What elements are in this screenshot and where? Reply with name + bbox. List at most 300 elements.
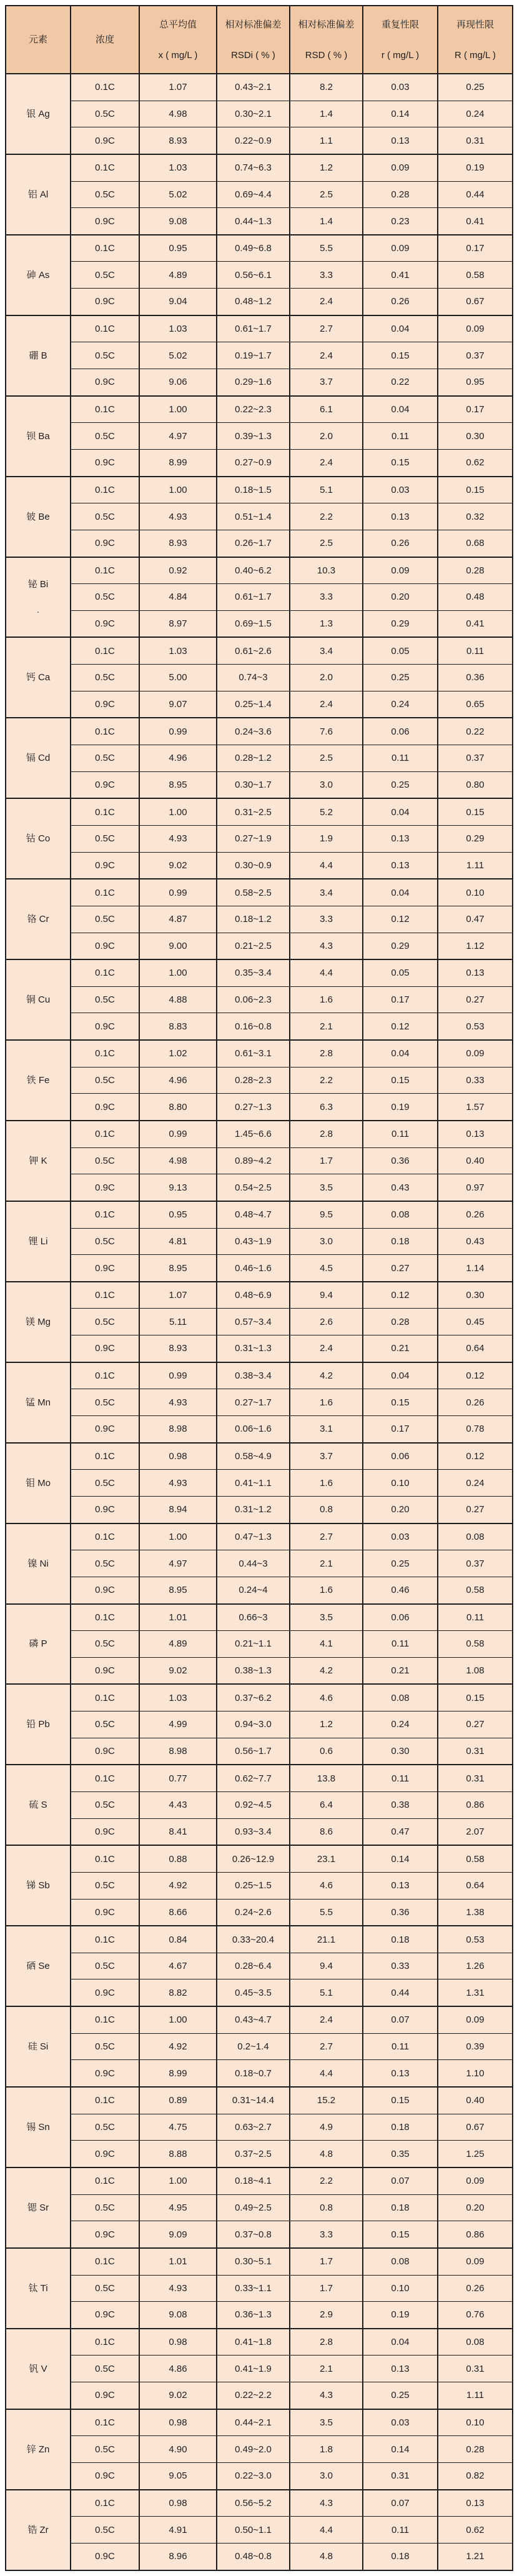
mean-value-cell: 0.99 [139, 879, 217, 906]
concentration-cell: 0.5C [71, 342, 139, 369]
repeatability-limit-cell: 0.18 [363, 1228, 438, 1255]
mean-value-cell: 0.89 [139, 2087, 217, 2114]
repeatability-limit-cell: 0.05 [363, 959, 438, 986]
concentration-cell: 0.9C [71, 2543, 139, 2570]
reproducibility-limit-cell: 0.41 [438, 610, 513, 637]
repeatability-limit-cell: 0.08 [363, 2248, 438, 2275]
concentration-cell: 0.1C [71, 959, 139, 986]
concentration-cell: 0.1C [71, 2409, 139, 2436]
element-label: 镉 Cd [26, 753, 51, 764]
table-row [6, 691, 513, 718]
reproducibility-limit-cell: 0.80 [438, 771, 513, 798]
mean-value-cell: 1.02 [139, 1040, 217, 1067]
table-row [6, 342, 513, 369]
rsdi-range-cell: 0.24~3.6 [217, 718, 290, 745]
rsdi-range-cell: 0.61~2.6 [217, 637, 290, 664]
rsdi-range-cell: 0.39~1.3 [217, 423, 290, 450]
table-row [6, 2060, 513, 2087]
concentration-cell: 0.9C [71, 933, 139, 959]
element-cell [6, 2006, 71, 2087]
table-row [6, 1228, 513, 1255]
reproducibility-limit-cell: 0.19 [438, 154, 513, 181]
concentration-cell: 0.1C [71, 718, 139, 745]
element-label: 钒 V [29, 2363, 47, 2374]
element-label: 硼 B [29, 350, 47, 361]
rsdi-range-cell: 0.21~1.1 [217, 1631, 290, 1658]
concentration-cell: 0.5C [71, 101, 139, 127]
rsdi-range-cell: 0.44~1.3 [217, 208, 290, 235]
concentration-cell: 0.5C [71, 2356, 139, 2382]
repeatability-limit-cell: 0.06 [363, 1604, 438, 1631]
table-row [6, 2221, 513, 2248]
repeatability-limit-cell: 0.09 [363, 557, 438, 584]
rsd-cell: 3.5 [290, 1604, 363, 1631]
element-cell [6, 1523, 71, 1604]
rsd-cell: 3.4 [290, 879, 363, 906]
table-row [6, 2436, 513, 2463]
table-row [6, 1416, 513, 1443]
table-row [6, 1979, 513, 2006]
repeatability-limit-cell: 0.18 [363, 2194, 438, 2221]
mean-value-cell: 4.93 [139, 503, 217, 530]
table-row [6, 1496, 513, 1523]
rsdi-range-cell: 0.21~2.5 [217, 933, 290, 959]
mean-value-cell: 1.03 [139, 154, 217, 181]
reproducibility-limit-cell: 0.32 [438, 503, 513, 530]
mean-value-cell: 8.95 [139, 1255, 217, 1282]
reproducibility-limit-cell: 0.37 [438, 342, 513, 369]
mean-value-cell: 4.99 [139, 1712, 217, 1738]
element-label: 锌 Zn [26, 2444, 50, 2455]
mean-value-cell: 9.04 [139, 289, 217, 315]
concentration-cell: 0.9C [71, 1416, 139, 1443]
mean-value-cell: 8.83 [139, 1013, 217, 1040]
mean-value-cell: 4.98 [139, 101, 217, 127]
rsd-cell: 4.3 [290, 2382, 363, 2409]
repeatability-limit-cell: 0.11 [363, 423, 438, 450]
repeatability-limit-cell: 0.05 [363, 637, 438, 664]
table-body [6, 74, 513, 2570]
header-rsdi-col [217, 6, 290, 74]
element-label: 锡 Sn [26, 2122, 50, 2133]
concentration-cell: 0.5C [71, 1147, 139, 1174]
rsd-cell: 2.2 [290, 503, 363, 530]
repeatability-limit-cell: 0.25 [363, 665, 438, 691]
rsd-cell: 4.2 [290, 1657, 363, 1684]
rsd-cell: 4.4 [290, 959, 363, 986]
mean-value-cell: 8.99 [139, 449, 217, 476]
concentration-cell: 0.1C [71, 2329, 139, 2356]
rsdi-range-cell: 0.40~6.2 [217, 557, 290, 584]
rsdi-range-cell: 0.61~1.7 [217, 584, 290, 611]
concentration-cell: 0.5C [71, 986, 139, 1013]
table-row [6, 2409, 513, 2436]
table-row [6, 1362, 513, 1389]
rsdi-range-cell: 0.24~4 [217, 1577, 290, 1603]
table-row [6, 1201, 513, 1228]
rsd-cell: 1.4 [290, 208, 363, 235]
repeatability-limit-cell: 0.10 [363, 1470, 438, 1497]
concentration-cell: 0.1C [71, 315, 139, 342]
repeatability-limit-cell: 0.03 [363, 1523, 438, 1550]
rsdi-range-cell: 0.45~3.5 [217, 1979, 290, 2006]
rsd-cell: 1.7 [290, 1147, 363, 1174]
rsdi-range-cell: 0.44~3 [217, 1550, 290, 1577]
repeatability-limit-cell: 0.15 [363, 1067, 438, 1094]
concentration-cell: 0.5C [71, 1712, 139, 1738]
element-label: 钴 Co [26, 833, 51, 845]
rsd-cell: 2.9 [290, 2302, 363, 2329]
repeatability-limit-cell: 0.08 [363, 1201, 438, 1228]
concentration-cell: 0.9C [71, 369, 139, 396]
rsd-cell: 2.4 [290, 691, 363, 718]
table-row [6, 2167, 513, 2194]
repeatability-limit-cell: 0.03 [363, 2409, 438, 2436]
rsdi-range-cell: 0.89~4.2 [217, 1147, 290, 1174]
repeatability-limit-cell: 0.14 [363, 2436, 438, 2463]
rsdi-range-cell: 1.45~6.6 [217, 1121, 290, 1147]
concentration-cell: 0.9C [71, 2141, 139, 2167]
rsd-cell: 2.2 [290, 1067, 363, 1094]
table-row [6, 1013, 513, 1040]
concentration-cell: 0.5C [71, 1953, 139, 1979]
element-cell [6, 2167, 71, 2248]
mean-value-cell: 0.84 [139, 1926, 217, 1953]
rsd-cell: 6.3 [290, 1094, 363, 1121]
mean-value-cell: 1.03 [139, 637, 217, 664]
table-row [6, 235, 513, 262]
rsd-cell: 4.3 [290, 2490, 363, 2517]
table-row [6, 959, 513, 986]
mean-value-cell: 0.98 [139, 1443, 217, 1470]
rsdi-range-cell: 0.38~1.3 [217, 1657, 290, 1684]
rsdi-range-cell: 0.41~1.8 [217, 2329, 290, 2356]
element-label: 钙 Ca [26, 672, 51, 683]
concentration-cell: 0.1C [71, 2490, 139, 2517]
mean-value-cell: 8.98 [139, 1416, 217, 1443]
element-cell [6, 2409, 71, 2490]
element-label: 钾 K [29, 1155, 47, 1166]
rsd-cell: 15.2 [290, 2087, 363, 2114]
repeatability-limit-cell: 0.11 [363, 1765, 438, 1791]
reproducibility-limit-cell: 0.17 [438, 235, 513, 262]
mean-value-cell: 0.98 [139, 2490, 217, 2517]
rsd-cell: 3.3 [290, 262, 363, 289]
rsd-cell: 6.4 [290, 1792, 363, 1819]
reproducibility-limit-cell: 0.30 [438, 1282, 513, 1309]
table-row [6, 2087, 513, 2114]
table-row [6, 449, 513, 476]
concentration-cell: 0.1C [71, 235, 139, 262]
repeatability-limit-cell: 0.20 [363, 1496, 438, 1523]
concentration-cell: 0.1C [71, 1523, 139, 1550]
mean-value-cell: 1.07 [139, 74, 217, 101]
element-note: . [37, 605, 39, 615]
mean-value-cell: 4.89 [139, 262, 217, 289]
mean-value-cell: 8.88 [139, 2141, 217, 2167]
concentration-cell: 0.1C [71, 74, 139, 101]
element-cell [6, 798, 71, 879]
element-label: 磷 P [29, 1638, 47, 1650]
rsdi-range-cell: 0.63~2.7 [217, 2114, 290, 2141]
rsdi-range-cell: 0.25~1.5 [217, 1872, 290, 1899]
concentration-cell: 0.5C [71, 1872, 139, 1899]
element-cell [6, 959, 71, 1040]
reproducibility-limit-cell: 0.62 [438, 449, 513, 476]
rsdi-range-cell: 0.56~5.2 [217, 2490, 290, 2517]
reproducibility-limit-cell: 0.65 [438, 691, 513, 718]
mean-value-cell: 4.92 [139, 1872, 217, 1899]
mean-value-cell: 4.93 [139, 1470, 217, 1497]
element-label: 镁 Mg [25, 1316, 51, 1327]
reproducibility-limit-cell: 1.21 [438, 2543, 513, 2570]
concentration-cell: 0.1C [71, 1201, 139, 1228]
repeatability-limit-cell: 0.21 [363, 1657, 438, 1684]
table-row [6, 1684, 513, 1711]
concentration-cell: 0.1C [71, 798, 139, 825]
mean-value-cell: 4.84 [139, 584, 217, 611]
element-cell [6, 1684, 71, 1765]
repeatability-limit-cell: 0.15 [363, 342, 438, 369]
table-row [6, 1792, 513, 1819]
mean-value-cell: 5.02 [139, 342, 217, 369]
mean-value-cell: 0.99 [139, 1121, 217, 1147]
rsdi-range-cell: 0.27~0.9 [217, 449, 290, 476]
reproducibility-limit-cell: 0.58 [438, 1845, 513, 1872]
table-row [6, 665, 513, 691]
reproducibility-limit-cell: 0.43 [438, 1228, 513, 1255]
concentration-cell: 0.1C [71, 1684, 139, 1711]
element-cell [6, 2087, 71, 2167]
rsdi-range-cell: 0.69~4.4 [217, 181, 290, 208]
repeatability-limit-cell: 0.30 [363, 1738, 438, 1765]
mean-value-cell: 1.07 [139, 1282, 217, 1309]
repeatability-limit-cell: 0.04 [363, 798, 438, 825]
rsdi-range-cell: 0.47~1.3 [217, 1523, 290, 1550]
rsd-cell: 4.9 [290, 2114, 363, 2141]
rsdi-range-cell: 0.28~6.4 [217, 1953, 290, 1979]
table-row [6, 2543, 513, 2570]
table-row [6, 1550, 513, 1577]
rsdi-range-cell: 0.22~3.0 [217, 2463, 290, 2490]
table-row [6, 1818, 513, 1845]
rsd-cell: 2.1 [290, 1550, 363, 1577]
rsd-cell: 4.4 [290, 2517, 363, 2544]
rsd-cell: 1.8 [290, 2436, 363, 2463]
concentration-cell: 0.9C [71, 1979, 139, 2006]
rsd-cell: 2.6 [290, 1309, 363, 1335]
concentration-cell: 0.5C [71, 2517, 139, 2544]
rsd-cell: 1.3 [290, 610, 363, 637]
reproducibility-limit-cell: 0.78 [438, 1416, 513, 1443]
rsdi-range-cell: 0.31~1.3 [217, 1335, 290, 1362]
concentration-cell: 0.5C [71, 1309, 139, 1335]
reproducibility-limit-cell: 1.12 [438, 933, 513, 959]
repeatability-limit-cell: 0.24 [363, 691, 438, 718]
reproducibility-limit-cell: 0.27 [438, 1712, 513, 1738]
reproducibility-limit-cell: 0.20 [438, 2194, 513, 2221]
concentration-cell: 0.9C [71, 691, 139, 718]
concentration-cell: 0.5C [71, 2194, 139, 2221]
element-label: 银 Ag [26, 108, 50, 119]
concentration-cell: 0.9C [71, 2382, 139, 2409]
rsdi-range-cell: 0.48~6.9 [217, 1282, 290, 1309]
mean-value-cell: 4.88 [139, 986, 217, 1013]
rsd-cell: 2.8 [290, 1121, 363, 1147]
mean-value-cell: 4.93 [139, 2275, 217, 2302]
rsdi-range-cell: 0.41~1.9 [217, 2356, 290, 2382]
concentration-cell: 0.5C [71, 2436, 139, 2463]
rsd-cell: 1.6 [290, 1389, 363, 1416]
rsdi-range-cell: 0.18~1.5 [217, 477, 290, 503]
mean-value-cell: 1.00 [139, 396, 217, 423]
reproducibility-limit-cell: 0.40 [438, 1147, 513, 1174]
concentration-cell: 0.9C [71, 2221, 139, 2248]
repeatability-limit-cell: 0.13 [363, 852, 438, 879]
table-row [6, 2329, 513, 2356]
repeatability-limit-cell: 0.23 [363, 208, 438, 235]
rsd-cell: 1.6 [290, 986, 363, 1013]
rsdi-range-cell: 0.43~4.7 [217, 2006, 290, 2033]
repeatability-limit-cell: 0.07 [363, 2006, 438, 2033]
header-rsd-line2: RSD ( % ) [305, 49, 348, 61]
repeatability-limit-cell: 0.21 [363, 1335, 438, 1362]
rsdi-range-cell: 0.28~1.2 [217, 745, 290, 772]
concentration-cell: 0.5C [71, 503, 139, 530]
rsd-cell: 2.5 [290, 530, 363, 557]
table-row [6, 1712, 513, 1738]
repeatability-limit-cell: 0.03 [363, 477, 438, 503]
reproducibility-limit-cell: 0.26 [438, 1201, 513, 1228]
repeatability-limit-cell: 0.07 [363, 2490, 438, 2517]
rsd-cell: 21.1 [290, 1926, 363, 1953]
element-cell [6, 1926, 71, 2006]
table-row [6, 208, 513, 235]
element-cell [6, 718, 71, 798]
concentration-cell: 0.5C [71, 262, 139, 289]
rsdi-range-cell: 0.27~1.9 [217, 825, 290, 852]
concentration-cell: 0.5C [71, 2033, 139, 2060]
repeatability-limit-cell: 0.13 [363, 503, 438, 530]
mean-value-cell: 9.09 [139, 2221, 217, 2248]
table-row [6, 1121, 513, 1147]
element-label: 锶 Sr [27, 2202, 49, 2213]
mean-value-cell: 4.92 [139, 2033, 217, 2060]
concentration-cell: 0.5C [71, 584, 139, 611]
rsd-cell: 3.0 [290, 771, 363, 798]
table-row [6, 1631, 513, 1658]
table-row [6, 1255, 513, 1282]
table-row [6, 1147, 513, 1174]
reproducibility-limit-cell: 0.39 [438, 2033, 513, 2060]
mean-value-cell: 4.97 [139, 423, 217, 450]
table-row [6, 2114, 513, 2141]
table-row [6, 1470, 513, 1497]
concentration-cell: 0.1C [71, 1040, 139, 1067]
reproducibility-limit-cell: 0.11 [438, 1604, 513, 1631]
concentration-cell: 0.5C [71, 745, 139, 772]
rsd-cell: 3.1 [290, 1416, 363, 1443]
mean-value-cell: 1.00 [139, 1523, 217, 1550]
repeatability-limit-cell: 0.36 [363, 1899, 438, 1926]
concentration-cell: 0.9C [71, 1255, 139, 1282]
rsdi-range-cell: 0.26~12.9 [217, 1845, 290, 1872]
concentration-cell: 0.5C [71, 423, 139, 450]
element-label: 铍 Be [26, 511, 50, 522]
rsdi-range-cell: 0.50~1.1 [217, 2517, 290, 2544]
mean-value-cell: 0.88 [139, 1845, 217, 1872]
table-row [6, 933, 513, 959]
element-label: 铋 Bi [27, 579, 49, 590]
element-cell [6, 1121, 71, 1201]
reproducibility-limit-cell: 0.64 [438, 1872, 513, 1899]
concentration-cell: 0.5C [71, 1067, 139, 1094]
reproducibility-limit-cell: 0.12 [438, 1362, 513, 1389]
reproducibility-limit-cell: 0.37 [438, 745, 513, 772]
rsd-cell: 9.4 [290, 1282, 363, 1309]
rsdi-range-cell: 0.36~1.3 [217, 2302, 290, 2329]
table-row [6, 2490, 513, 2517]
repeatability-limit-cell: 0.11 [363, 2517, 438, 2544]
rsd-cell: 4.4 [290, 2060, 363, 2087]
repeatability-limit-cell: 0.31 [363, 2463, 438, 2490]
reproducibility-limit-cell: 0.33 [438, 1067, 513, 1094]
concentration-cell: 0.9C [71, 1899, 139, 1926]
reproducibility-limit-cell: 0.95 [438, 369, 513, 396]
header-rsd-col [290, 6, 363, 74]
mean-value-cell: 8.93 [139, 1335, 217, 1362]
concentration-cell: 0.9C [71, 1496, 139, 1523]
repeatability-limit-cell: 0.43 [363, 1174, 438, 1201]
rsdi-range-cell: 0.35~3.4 [217, 959, 290, 986]
header-element-col [6, 6, 71, 74]
table-row [6, 423, 513, 450]
table-row [6, 637, 513, 664]
rsd-cell: 1.6 [290, 1470, 363, 1497]
reproducibility-limit-cell: 0.41 [438, 208, 513, 235]
table-row [6, 2275, 513, 2302]
repeatability-limit-cell: 0.04 [363, 315, 438, 342]
mean-value-cell: 8.97 [139, 610, 217, 637]
element-cell [6, 1604, 71, 1685]
rsd-cell: 9.4 [290, 1953, 363, 1979]
mean-value-cell: 1.00 [139, 959, 217, 986]
reproducibility-limit-cell: 0.09 [438, 2167, 513, 2194]
mean-value-cell: 1.01 [139, 2248, 217, 2275]
mean-value-cell: 8.94 [139, 1496, 217, 1523]
elements-precision-table [5, 5, 513, 2571]
table-row [6, 718, 513, 745]
reproducibility-limit-cell: 0.26 [438, 1389, 513, 1416]
rsdi-range-cell: 0.48~1.2 [217, 289, 290, 315]
table-row [6, 557, 513, 584]
element-cell [6, 1040, 71, 1121]
repeatability-limit-cell: 0.20 [363, 584, 438, 611]
element-cell [6, 2490, 71, 2570]
table-row [6, 262, 513, 289]
repeatability-limit-cell: 0.27 [363, 1255, 438, 1282]
rsdi-range-cell: 0.31~1.2 [217, 1496, 290, 1523]
rsd-cell: 2.8 [290, 1040, 363, 1067]
reproducibility-limit-cell: 0.97 [438, 1174, 513, 1201]
mean-value-cell: 1.03 [139, 1684, 217, 1711]
reproducibility-limit-cell: 0.58 [438, 1631, 513, 1658]
table-row [6, 1067, 513, 1094]
rsdi-range-cell: 0.19~1.7 [217, 342, 290, 369]
repeatability-limit-cell: 0.22 [363, 369, 438, 396]
repeatability-limit-cell: 0.25 [363, 2382, 438, 2409]
table-row [6, 1872, 513, 1899]
